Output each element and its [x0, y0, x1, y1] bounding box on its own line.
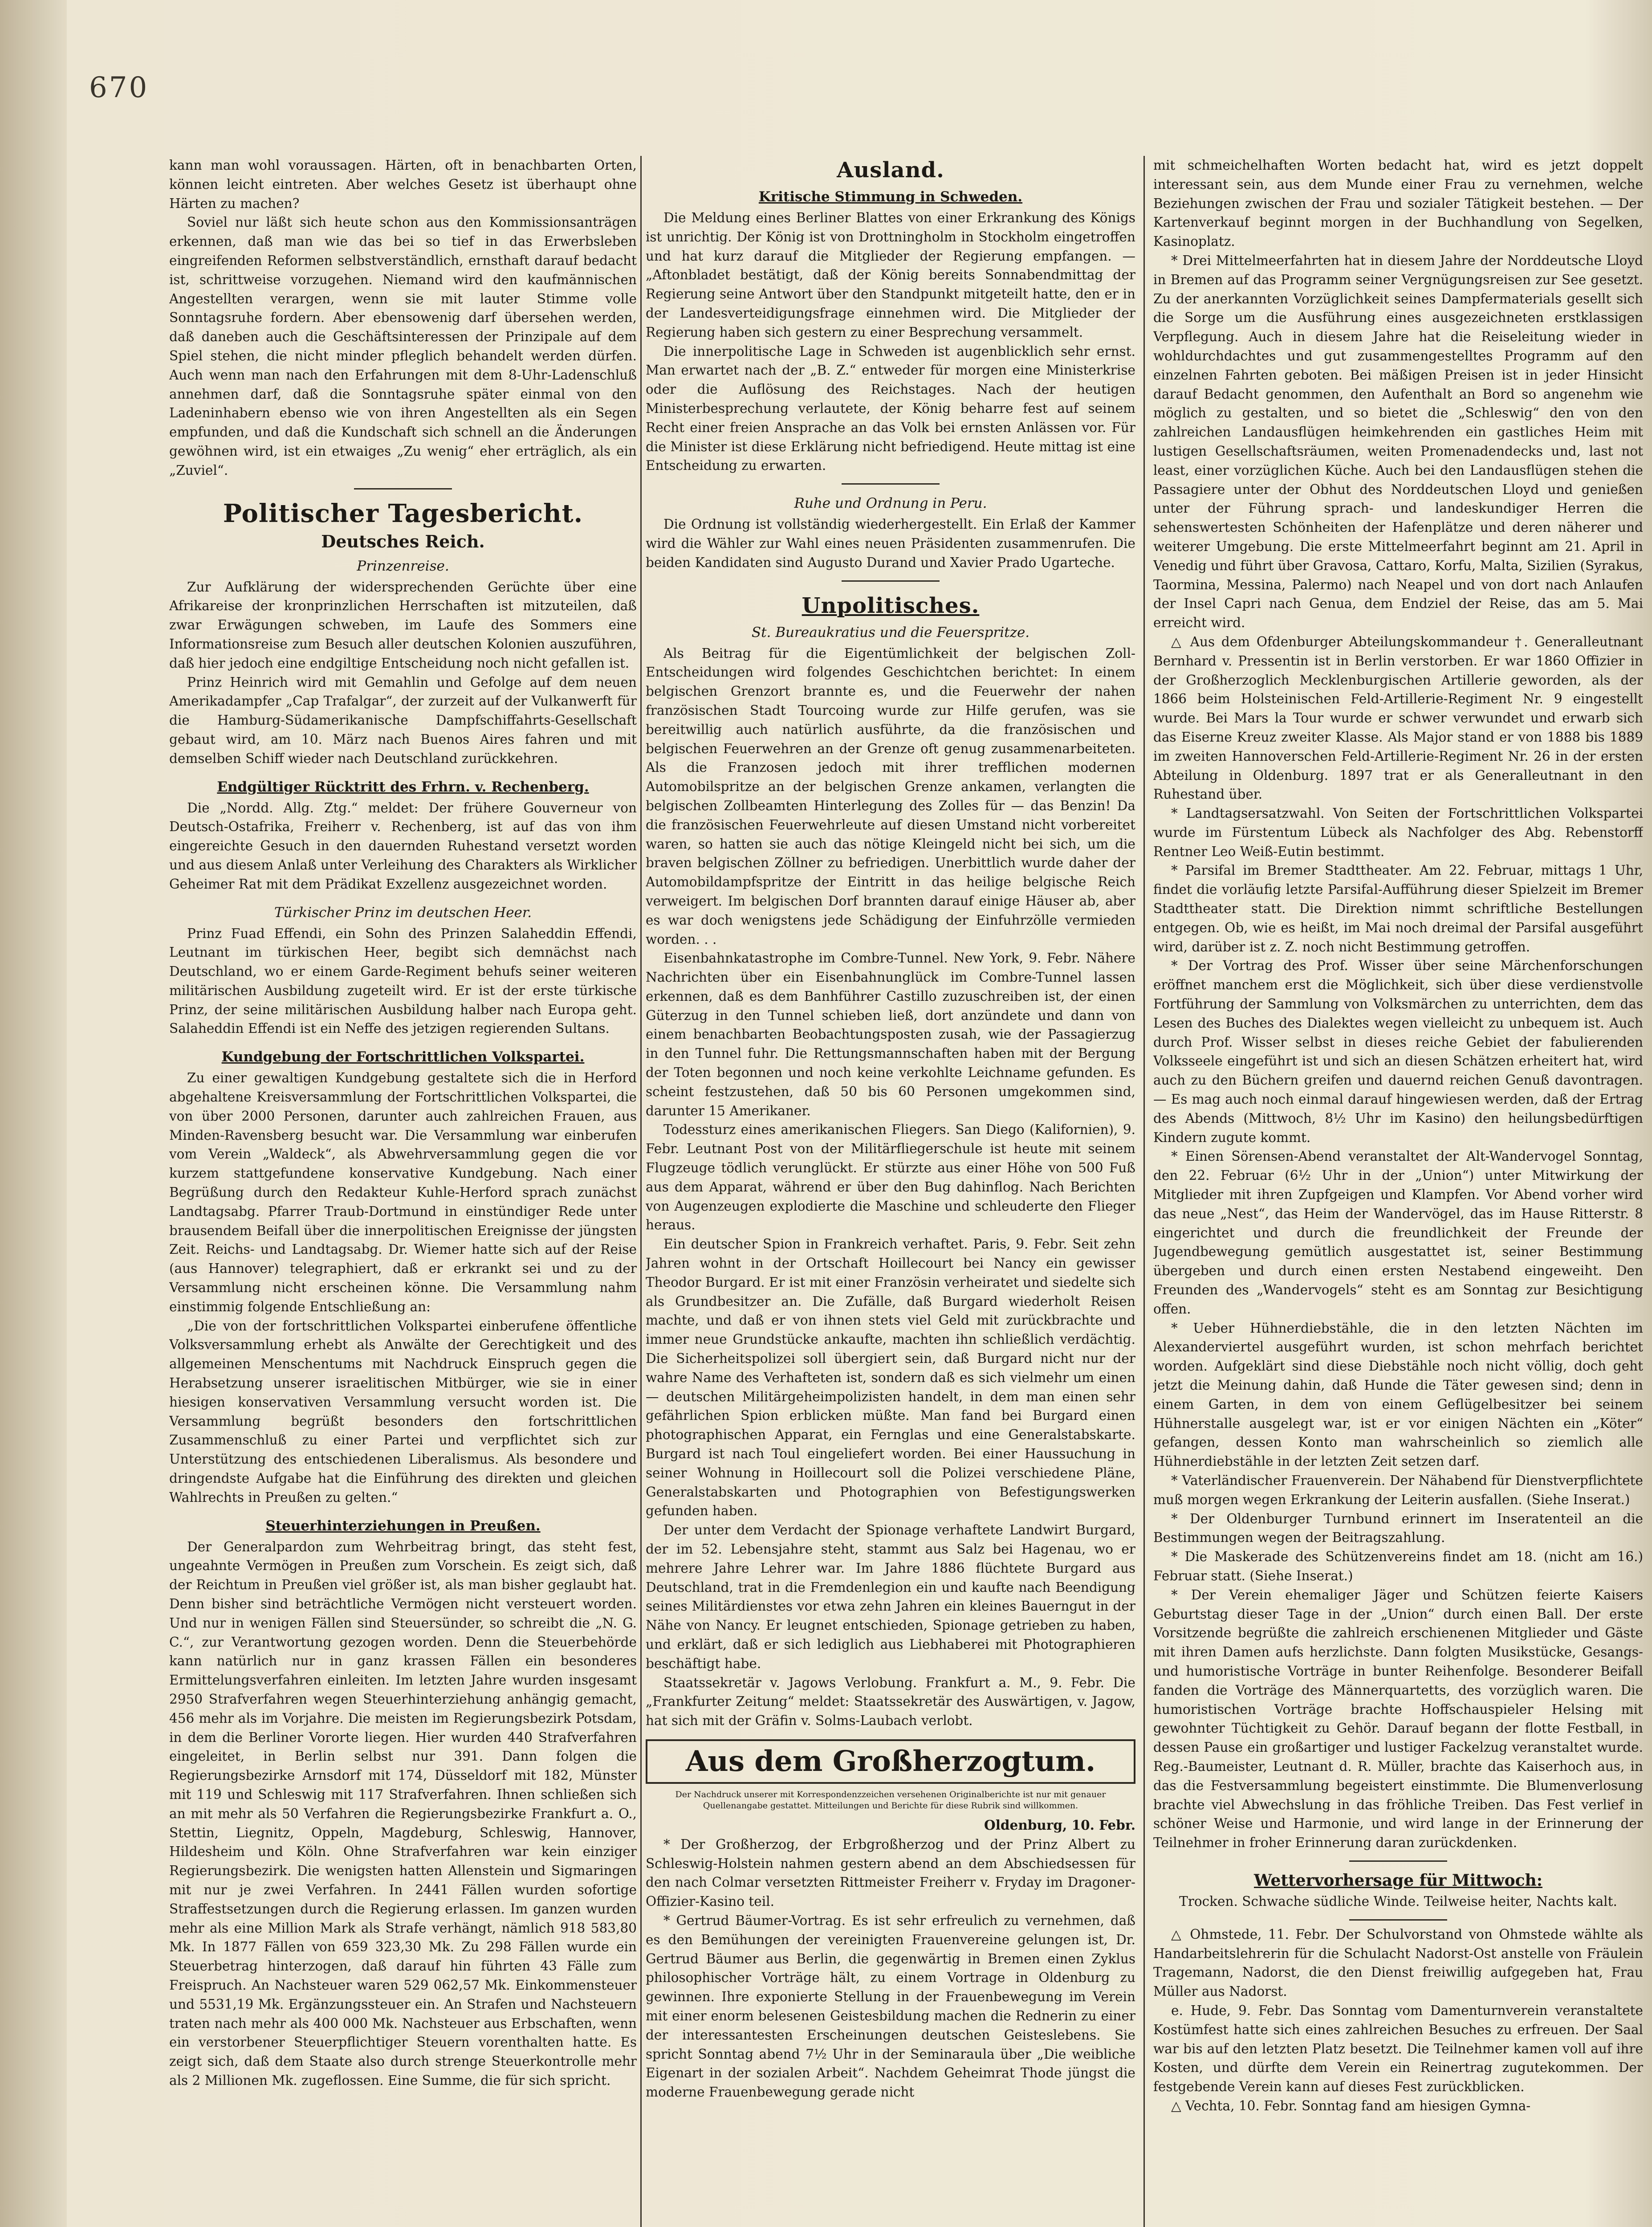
article-title: Kundgebung der Fortschrittlichen Volkspartei.	[221, 1049, 585, 1065]
article-paragraph: * Der Oldenburger Turnbund erinnert im Inseratenteil an die Bestimmungen wegen der Beitragszahlung.	[1153, 1511, 1643, 1546]
weather-title: Wettervorhersage für Mittwoch:	[1254, 1871, 1542, 1890]
column-2	[646, 156, 1135, 2227]
section-separator	[842, 580, 940, 582]
section-heading: Ausland.	[837, 158, 944, 183]
article-title: Kritische Stimmung in Schweden.	[758, 189, 1023, 205]
article-paragraph: Eisenbahnkatastrophe im Combre-Tunnel. New York, 9. Febr. Nähere Nachrichten über ein Eisenbahnunglück im Combre-Tunnel lassen erkennen, daß es dem Banhführer Castillo zuzuschreiben ist, der einen Güterzug in den Tunnel schieben ließ, dort anzündete und dann von einem benachbarten Beobachtungsposten zusah, wie der Passagierzug in den Tunnel fuhr. Die Rettungsmannschaften haben mit der Bergung der Toten begonnen und noch keine verkohlte Leichname gefunden. Es scheint festzustehen, daß 50 bis 60 Personen umgekommen sind, darunter 15 Amerikaner.	[646, 950, 1135, 1118]
article-paragraph: kann man wohl voraussagen. Härten, oft in benachbarten Orten, können leicht eintreten. Aber welches Gesetz ist überhaupt ohne Härten zu machen?	[169, 158, 637, 211]
article-paragraph: Prinz Heinrich wird mit Gemahlin und Gefolge auf dem neuen Amerikadampfer „Cap Trafalgar“, der zurzeit auf der Vulkanwerft für die Hamburg-Südamerikanische Dampfschiffahrts-Gesellschaft gebaut wird, am 10. März nach Buenos Aires fahren und mit demselben Schiff wieder nach Deutschland zurückkehren.	[169, 674, 637, 766]
article-paragraph: Die „Nordd. Allg. Ztg.“ meldet: Der frühere Gouverneur von Deutsch-Ostafrika, Freiherr v. Rechenberg, ist auf das von ihm eingereichte Gesuch in den dauernden Ruhestand versetzt worden und aus diesem Anlaß unter Verleihung des Charakters als Wirklicher Geheimer Rat mit dem Prädikat Exzellenz ausgezeichnet worden.	[169, 800, 637, 892]
article-paragraph: Zur Aufklärung der widersprechenden Gerüchte über eine Afrikareise der kronprinzlichen Herrschaften ist mitzuteilen, daß zwar Erwägungen schweben, im Laufe des Sommers eine Informationsreise zum Besuch aller deutschen Kolonien auszuführen, daß hier jedoch eine endgiltige Entscheidung noch nicht gefallen ist.	[169, 579, 637, 671]
article-paragraph: △ Vechta, 10. Febr. Sonntag fand am hiesigen Gymna-	[1171, 2098, 1531, 2113]
article-paragraph: „Die von der fortschrittlichen Volkspartei einberufene öffentliche Volksversammlung erhebt als Anwälte der Gerechtigkeit und des allgemeinen Menschentums mit Nachdruck Einspruch gegen die Herabsetzung unserer israelitischen Mitbürger, wie sie in einer hiesigen konservativen Versammlung versucht worden ist. Die Versammlung begrüßt besonders den fortschrittlichen Zusammenschluß zu einer Partei und verpflichtet sich zur Unterstützung des entschiedenen Liberalismus. Als besondere und dringendste Aufgabe hat die Einführung des direkten und gleichen Wahlrechts in Preußen zu gelten.“	[169, 1318, 637, 1505]
article-paragraph: Als Beitrag für die Eigentümlichkeit der belgischen Zoll-Entscheidungen wird folgendes Geschichtchen berichtet: In einem belgischen Grenzort brannte es, und die Feuerwehr der nahen französischen Stadt Tourcoing wurde zur Hilfe gerufen, was sie bereitwillig auch natürlich ausführte, da die französischen und belgischen Feuerwehren an der Grenze oft genug zusammenarbeiteten. Als die Franzosen jedoch mit ihrer trefflichen modernen Automobilspritze an der belgischen Grenze ankamen, verlangten die belgischen Zollbeamten Hinterlegung des Zolles für — das Benzin! Da die französischen Feuerwehrleute auf diesen Umstand nicht vorbereitet waren, so hatten sie auch das nötige Kleingeld nicht bei sich, um die braven belgischen Zöllner zu befriedigen. Unerbittlich wurde daher der Automobildampfspritze der Eintritt in das heilige belgische Reich verweigert. Im belgischen Dorf brannten darauf einige Häuser ab, aber es war doch wenigstens jede Schädigung der Einfuhrzölle vermieden worden. . .	[646, 645, 1135, 947]
article-paragraph: △ Ohmstede, 11. Febr. Der Schulvorstand von Ohmstede wählte als Handarbeitslehrerin für die Schulacht Nadorst-Ost anstelle von Fräulein Tragemann, Nadorst, die den Dienst freiwillig aufgegeben hat, Frau Müller aus Nadorst.	[1153, 1926, 1643, 1999]
article-paragraph: * Landtagsersatzwahl. Von Seiten der Fortschrittlichen Volkspartei wurde im Fürstentum Lübeck als Nachfolger des Abg. Rebenstorff Rentner Leo Weiß-Eutin bestimmt.	[1153, 806, 1643, 859]
article-paragraph: * Drei Mittelmeerfahrten hat in diesem Jahre der Norddeutsche Lloyd in Bremen auf das Programm seiner Vergnügungsreisen zur See gesetzt. Zu der anerkannten Vorzüglichkeit seines Dampfermaterials gesellt sich die Sorge um die Ausführung eines ausgezeichneten erstklassigen Verpflegung. Auch in diesem Jahre hat die Reiseleitung wieder in wohldurchdachtes und gut zusammengestelltes Programm auf den einzelnen Fahrten geboten. Bei mäßigen Preisen ist in jeder Hinsicht darauf Bedacht genommen, den Aufenthalt an Bord so angenehm wie möglich zu gestalten, und so bietet die „Schleswig“ den von den zahlreichen Landausflügen heimkehrenden ein gastliches Heim mit lustigen Gesellschaftsräumen, weiten Promenadendecks und, last not least, einer vorzüglichen Küche. Auch bei den Landausflügen stehen die Passagiere unter der Obhut des Norddeutschen Lloyd und genießen unter der Führung sprach- und landeskundiger Herren die sehenswertesten Schönheiten der Hafenplätze und deren näherer und weiterer Umgebung. Die erste Mittelmeerfahrt beginnt am 21. April in Venedig und führt über Gravosa, Cattaro, Korfu, Malta, Sizilien (Syrakus, Taormina, Messina, Palermo) nach Neapel und von dort nach Anlaufen der Insel Capri nach Genua, dem Endziel der Reise, das am 5. Mai erreicht wird.	[1153, 253, 1643, 631]
reprint-notice: Der Nachdruck unserer mit Korrespondenzzeichen versehenen Originalberichte ist nur mit genauer Quellenangabe gestattet. Mitteilungen und Berichte für diese Rubrik sind willkommen.	[675, 1789, 1106, 1811]
page-binding-edge	[0, 0, 67, 2227]
weather-forecast: Trocken. Schwache südliche Winde. Teilweise heiter, Nachts kalt.	[1179, 1893, 1617, 1909]
column-3	[1153, 156, 1643, 2227]
regional-section-title: Aus dem Großherzogtum.	[685, 1744, 1096, 1778]
section-separator	[354, 488, 452, 489]
article-paragraph: Todessturz eines amerikanischen Fliegers. San Diego (Kalifornien), 9. Febr. Leutnant Post von der Militärfliegerschule ist heute mit seinem Flugzeuge tödlich verunglückt. Er stürzte aus einer Höhe von 500 Fuß aus dem Apparat, während er über den Bug dahinflog. Nach Berichten von Augenzeugen explodierte die Maschine und schleuderte den Flieger heraus.	[646, 1122, 1135, 1233]
article-paragraph: * Einen Sörensen-Abend veranstaltet der Alt-Wandervogel Sonntag, den 22. Februar (6½ Uhr in der „Union“) unter Mitwirkung der Mitglieder mit ihren Zupfgeigen und Klampfen. Vor Abend vorher wird das neue „Nest“, das Heim der Wandervögel, das im Hause Ritterstr. 8 eingerichtet und durch die freundlichkeit der Freunde der Jugendbewegung gemütlich ausgestattet ist, seiner Bestimmung übergeben und durch einen ersten Nestabend eingeweiht. Den Freunden des „Wandervogels“ steht es am Sonntag zur Besichtigung offen.	[1153, 1149, 1643, 1317]
article-paragraph: Die innerpolitische Lage in Schweden ist augenblicklich sehr ernst. Man erwartet nach der „B. Z.“ entweder für morgen eine Ministerkrise oder die Auflösung des Reichstages. Nach der heutigen Ministerbesprechung verlautete, der König beharre fest auf seinem Recht einer freien Ansprache an das Volk bei ernsten Anlässen vor. Für die Minister ist diese Erklärung nicht befriedigend. Heute mittag ist eine Entscheidung zu erwarten.	[646, 343, 1135, 473]
article-paragraph: Staatssekretär v. Jagows Verlobung. Frankfurt a. M., 9. Febr. Die „Frankfurter Zeitung“ meldet: Staatssekretär des Auswärtigen, v. Jagow, hat sich mit der Gräfin v. Solms-Laubach verlobt.	[646, 1675, 1135, 1729]
section-heading: Politischer Tagesbericht.	[223, 498, 583, 528]
article-paragraph: mit schmeichelhaften Worten bedacht hat, wird es jetzt doppelt interessant sein, aus dem Munde einer Frau zu vernehmen, welche Beziehungen zwischen der Frau und sozialer Tätigkeit bestehen. — Der Kartenverkauf beginnt morgen in der Buchhandlung von Segelken, Kasinoplatz.	[1153, 158, 1643, 249]
article-paragraph: * Gertrud Bäumer-Vortrag. Es ist sehr erfreulich zu vernehmen, daß es den Bemühungen der vereinigten Frauenvereine gelungen ist, Dr. Gertrud Bäumer aus Berlin, die gegenwärtig in Bremen einen Zyklus philosophischer Vorträge hält, zu einem Vortrage in Oldenburg zu gewinnen. Ihre exponierte Stellung in der Frauenbewegung im Verein mit einer enorm belesenen Geistesbildung machen die Rednerin zu einer der interessantesten Erscheinungen deutschen Geisteslebens. Sie spricht Sonntag abend 7½ Uhr in der Seminaraula über „Die weibliche Eigenart in der sozialen Arbeit“. Nachdem Geheimrat Thode jüngst die moderne Frauenbewegung gerade nicht	[646, 1913, 1135, 2100]
article-paragraph: Ein deutscher Spion in Frankreich verhaftet. Paris, 9. Febr. Seit zehn Jahren wohnt in der Ortschaft Hoillecourt bei Nancy ein gewisser Theodor Burgard. Er ist mit einer Französin verheiratet und siedelte sich als Grundbesitzer an. Die Zufälle, daß Burgard wiederholt Reisen machte, und daß er von ihnen stets viel Geld mit zurückbrachte und immer neue Grundstücke ankaufte, machten ihn schließlich verdächtig. Die Sicherheitspolizei soll übergiert sein, daß Burgard nicht nur der wahre Name des Verhafteten ist, sondern daß es sich vielmehr um einen — deutschen Militärgeheimpolizisten handelt, in dem man einen sehr gefährlichen Spion erblicken müßte. Man fand bei Burgard einen photographischen Apparat, ein Fernglas und eine Generalstabskarte. Burgard ist nach Toul eingeliefert worden. Bei einer Haussuchung in seiner Wohnung in Hoillecourt soll die Polizei verschiedene Pläne, Generalstabskarten und Photographien von Befestigungswerken gefunden haben.	[646, 1236, 1135, 1519]
article-paragraph: Die Meldung eines Berliner Blattes von einer Erkrankung des Königs ist unrichtig. Der König ist von Drottningholm in Stockholm eingetroffen und hat kurz darauf die Mitglieder der Regierung empfangen. — „Aftonbladet bestätigt, daß der König bereits Sonnabendmittag der Regierung seine Antwort über den Standpunkt mitgeteilt hatte, den er in der Landesverteidigungsfrage einnehmen wird. Die Mitglieder der Regierung haben sich gestern zu einer Besprechung versammelt.	[646, 210, 1135, 340]
article-paragraph: * Parsifal im Bremer Stadttheater. Am 22. Februar, mittags 1 Uhr, findet die vorläufig letzte Parsifal-Aufführung dieser Spielzeit im Bremer Stadttheater statt. Die Direktion nimmt schriftliche Bestellungen entgegen. Ob, wie es heißt, im Mai noch dreimal der Parsifal ausgeführt wird, darüber ist z. Z. noch nicht Bestimmung getroffen.	[1153, 863, 1643, 954]
article-paragraph: * Ueber Hühnerdiebstähle, die in den letzten Nächten im Alexanderviertel ausgeführt wurden, ist schon mehrfach berichtet worden. Aufgeklärt sind diese Diebstähle noch nicht völlig, doch geht jetzt die Meinung dahin, daß Hunde die Täter gewesen sind; denn in einem Garten, in dem von einem Geflügelbesitzer bei seinem Hühnerstalle ausgelegt war, ist er vor einigen Nächten ein „Köter“ gefangen, dessen Konto man wahrscheinlich so ziemlich alle Hühnerdiebstähle in der letzten Zeit setzen darf.	[1153, 1320, 1643, 1469]
regional-section-banner	[646, 1739, 1135, 1784]
article-paragraph: Die Ordnung ist vollständig wiederhergestellt. Ein Erlaß der Kammer wird die Wähler zur Wahl eines neuen Präsidenten zusammenrufen. Die beiden Kandidaten sind Augusto Durand und Xavier Prado Ugarteche.	[646, 517, 1135, 570]
article-title: St. Bureaukratius und die Feuerspritze.	[751, 624, 1030, 640]
article-paragraph: Zu einer gewaltigen Kundgebung gestaltete sich die in Herford abgehaltene Kreisversammlung der Fortschrittlichen Volkspartei, die von über 2000 Personen, darunter auch zahlreichen Frauen, aus Minden-Ravensberg besucht war. Die Versammlung war einberufen vom Verein „Waldeck“, als Abwehrversammlung gegen die vor kurzem stattgefundene konservative Kundgebung. Nach einer Begrüßung durch den Redakteur Kuhle-Herford sprach zunächst Landtagsabg. Pfarrer Traub-Dortmund in einstündiger Rede unter brausendem Beifall über die innerpolitischen Ereignisse der jüngsten Zeit. Reichs- und Landtagsabg. Dr. Wiemer hatte sich auf der Reise (aus Hannover) telegraphiert, daß er erkrankt sei und zu der Versammlung nicht erscheinen könne. Die Versammlung nahm einstimmig folgende Entschließung an:	[169, 1070, 637, 1314]
column-rule	[1143, 156, 1145, 2227]
article-title: Prinzenreise.	[357, 558, 449, 574]
article-paragraph: * Der Verein ehemaliger Jäger und Schützen feierte Kaisers Geburtstag dieser Tage in der „Union“ durch einen Ball. Der erste Vorsitzende begrüßte die zahlreich erschienenen Mitglieder und Gäste mit ihren Damen aufs herzlichste. Dann folgten Musikstücke, Gesangs- und humoristische Vorträge in bunter Reihenfolge. Besonderer Beifall fanden die Vorträge des Männerquartetts, des vorzüglich waren. Die humoristischen Vorträge brachte Hoffschauspieler Helsing mit gewohnter Tüchtigkeit zu Gehör. Darauf begann der flotte Festball, in dessen Pause ein großartiger und lustiger Fackelzug veranstaltet wurde. Reg.-Baumeister, Leutnant d. R. Müller, brachte das Kaiserhoch aus, in das die Festversammlung begeistert einstimmte. Die Blumenverlosung brachte viel Abwechslung in das fröhliche Treiben. Das Fest verlief in schöner Weise und Harmonie, und wird lange in der Erinnerung der Teilnehmer in froher Erinnerung daran zurückdenken.	[1153, 1587, 1643, 1851]
article-paragraph: e. Hude, 9. Febr. Das Sonntag vom Damenturnverein veranstaltete Kostümfest hatte sich eines zahlreichen Besuches zu erfreuen. Der Saal war bis auf den letzten Platz besetzt. Die Teilnehmer kamen voll auf ihre Kosten, und dürfte dem Verein ein Reinertrag zugutekommen. Der festgebende Verein kann auf dieses Fest zurückblicken.	[1153, 2003, 1643, 2095]
article-paragraph: * Der Vortrag des Prof. Wisser über seine Märchenforschungen eröffnet manchem erst die Möglichkeit, sich über diese verdienstvolle Fortführung der Sammlung von Volksmärchen zu unterrichten, dem das Lesen des Buches des Dialektes wegen vielleicht zu unbequem ist. Auch durch Prof. Wisser selbst in dieses reiche Gebiet der fabulierenden Volksseele eingeführt ist und sich an diesen Schätzen erheitert hat, wird auch zu den Büchern greifen und dauernd reichen Genuß davontragen. — Es mag auch noch einmal darauf hingewiesen werden, daß der Ertrag des Abends (Mittwoch, 8½ Uhr im Kasino) den heilungsbedürftigen Kindern zugute kommt.	[1153, 958, 1643, 1145]
article-paragraph: * Die Maskerade des Schützenvereins findet am 18. (nicht am 16.) Februar statt. (Siehe Inserat.)	[1153, 1549, 1643, 1583]
article-paragraph: Der unter dem Verdacht der Spionage verhaftete Landwirt Burgard, der im 52. Lebensjahre steht, stammt aus Salz bei Hagenau, wo er mehrere Jahre Lehrer war. Im Jahre 1886 flüchtete Burgard aus Deutschland, trat in die Fremdenlegion ein und kaufte nach Beendigung seines Militärdienstes vor etwa zehn Jahren ein kleines Bauerngut in der Nähe von Nancy. Er leugnet entschieden, Spionage getrieben zu haben, und erklärt, daß er sich lediglich aus Liebhaberei mit Photographieren beschäftigt habe.	[646, 1522, 1135, 1671]
article-title: Türkischer Prinz im deutschen Heer.	[274, 904, 532, 921]
section-separator	[842, 483, 940, 485]
section-separator	[1349, 1919, 1447, 1921]
column-rule	[640, 156, 642, 2227]
dateline: Oldenburg, 10. Febr.	[984, 1817, 1135, 1833]
page-number: 670	[89, 71, 149, 104]
article-title: Ruhe und Ordnung in Peru.	[794, 495, 987, 512]
article-paragraph: * Vaterländischer Frauenverein. Der Nähabend für Dienstverpflichtete muß morgen wegen Erkrankung der Leiterin ausfallen. (Siehe Inserat.)	[1153, 1472, 1643, 1507]
section-heading: Unpolitisches.	[802, 593, 980, 618]
section-subheading: Deutsches Reich.	[321, 531, 485, 551]
column-1	[169, 156, 637, 2227]
article-title: Steuerhinterziehungen in Preußen.	[265, 1517, 541, 1534]
article-paragraph: Soviel nur läßt sich heute schon aus den Kommissionsanträgen erkennen, daß man wie das bei so tief in das Erwerbsleben eingreifenden Reformen selbstverständlich, ernsthaft darauf bedacht ist, schrittweise vorzugehen. Niemand wird den kaufmännischen Angestellten verargen, wenn sie mit lauter Stimme volle Sonntagsruhe fordern. Aber ebensowenig darf übersehen werden, daß daneben auch die Geschäftsinteressen der Prinzipale auf dem Spiel stehen, die nicht minder pfleglich behandelt werden dürfen. Auch wenn man nach den Erfahrungen mit dem 8-Uhr-Ladenschluß annehmen darf, daß die Sonntagsruhe später einmal von den Ladeninhabern ebenso wie von ihren Angestellten als ein Segen empfunden, und daß die Kundschaft sich schnell an die Änderungen gewöhnen wird, ist ein etwaiges „Zu wenig“ eher erträglich, als ein „Zuviel“.	[169, 215, 637, 478]
article-paragraph: Der Generalpardon zum Wehrbeitrag bringt, das steht fest, ungeahnte Vermögen in Preußen zum Vorschein. Es zeigt sich, daß der Reichtum in Preußen viel größer ist, als man bisher geglaubt hat. Denn bisher sind beträchtliche Vermögen nicht versteuert worden. Und nur in wenigen Fällen sind Steuersünder, so schreibt die „N. G. C.“, zur Verantwortung gezogen worden. Denn die Steuerbehörde kann natürlich nur in ganz krassen Fällen ein besonderes Ermittelungsverfahren einleiten. Im letzten Jahre wurden insgesamt 2950 Strafverfahren wegen Steuerhinterziehung anhängig gemacht, 456 mehr als im Vorjahre. Die meisten im Regierungsbezirk Potsdam, in dem die Berliner Vororte liegen. Hier wurden 440 Strafverfahren eingeleitet, in Berlin selbst nur 391. Dann folgen die Regierungsbezirke Arnsdorf mit 174, Düsseldorf mit 182, Münster mit 119 und Schleswig mit 117 Strafverfahren. Ihnen schließen sich an mit mehr als 50 Verfahren die Regierungsbezirke Frankfurt a. O., Stettin, Liegnitz, Oppeln, Magdeburg, Schleswig, Hannover, Hildesheim und Köln. Ohne Strafverfahren war kein einziger Regierungsbezirk. Die wenigsten hatten Allenstein und Sigmaringen mit nur je zwei Verfahren. In 2441 Fällen wurden sofortige Straffestsetzungen durch die Regierung erlassen. Im ganzen wurden mehr als eine Million Mark als Strafe verhängt, nämlich 918 583,80 Mk. In 1877 Fällen von 659 323,30 Mk. Zu 298 Fällen wurde ein Steuerbetrag hinterzogen, daß darauf hin führten 43 Fälle zum Freispruch. An Nachsteuer waren 529 062,57 Mk. Einkommensteuer und 5531,19 Mk. Ergänzungssteuer ein. An Strafen und Nachsteuern traten nach mehr als 400 000 Mk. Nachsteuer aus Erbschaften, wenn ein verstorbener Steuerpflichtiger Steuern vorenthalten hatte. Es zeigt sich, daß dem Staate also durch strenge Steuerkontrolle mehr als 2 Millionen Mk. zugeflossen. Eine Summe, die für sich spricht.	[169, 1539, 637, 2088]
section-separator	[1349, 1860, 1447, 1862]
article-paragraph: * Der Großherzog, der Erbgroßherzog und der Prinz Albert zu Schleswig-Holstein nahmen gestern abend an dem Abschiedsessen für den nach Colmar versetzten Rittmeister Freiherr v. Fryday im Dragoner-Offizier-Kasino teil.	[646, 1836, 1135, 1909]
article-paragraph: Prinz Fuad Effendi, ein Sohn des Prinzen Salaheddin Effendi, Leutnant im türkischen Heer, begibt sich demnächst nach Deutschland, wo er einem Garde-Regiment behufs seiner weiteren militärischen Ausbildung zugeteilt wird. Er ist der erste türkische Prinz, der seine militärischen Ausbildung halber nach Europa geht. Salaheddin Effendi ist ein Neffe des jetzigen regierenden Sultans.	[169, 926, 637, 1036]
article-title: Endgültiger Rücktritt des Frhrn. v. Rechenberg.	[217, 779, 589, 795]
article-paragraph: △ Aus dem Ofdenburger Abteilungskommandeur †. Generalleutnant Bernhard v. Pressentin ist in Berlin verstorben. Er war 1860 Offizier in der Großherzoglich Mecklenburgischen Artillerie geworden, als der 1866 beim Holsteinischen Feld-Artillerie-Regiment Nr. 9 eingestellt wurde. Bei Mars la Tour wurde er schwer verwundet und erwarb sich das Eiserne Kreuz zweiter Klasse. Als Major stand er von 1888 bis 1889 im zweiten Hannoverschen Feld-Artillerie-Regiment Nr. 26 in der ersten Abteilung in Oldenburg. 1897 trat er als Generalleutnant in den Ruhestand über.	[1153, 634, 1643, 802]
